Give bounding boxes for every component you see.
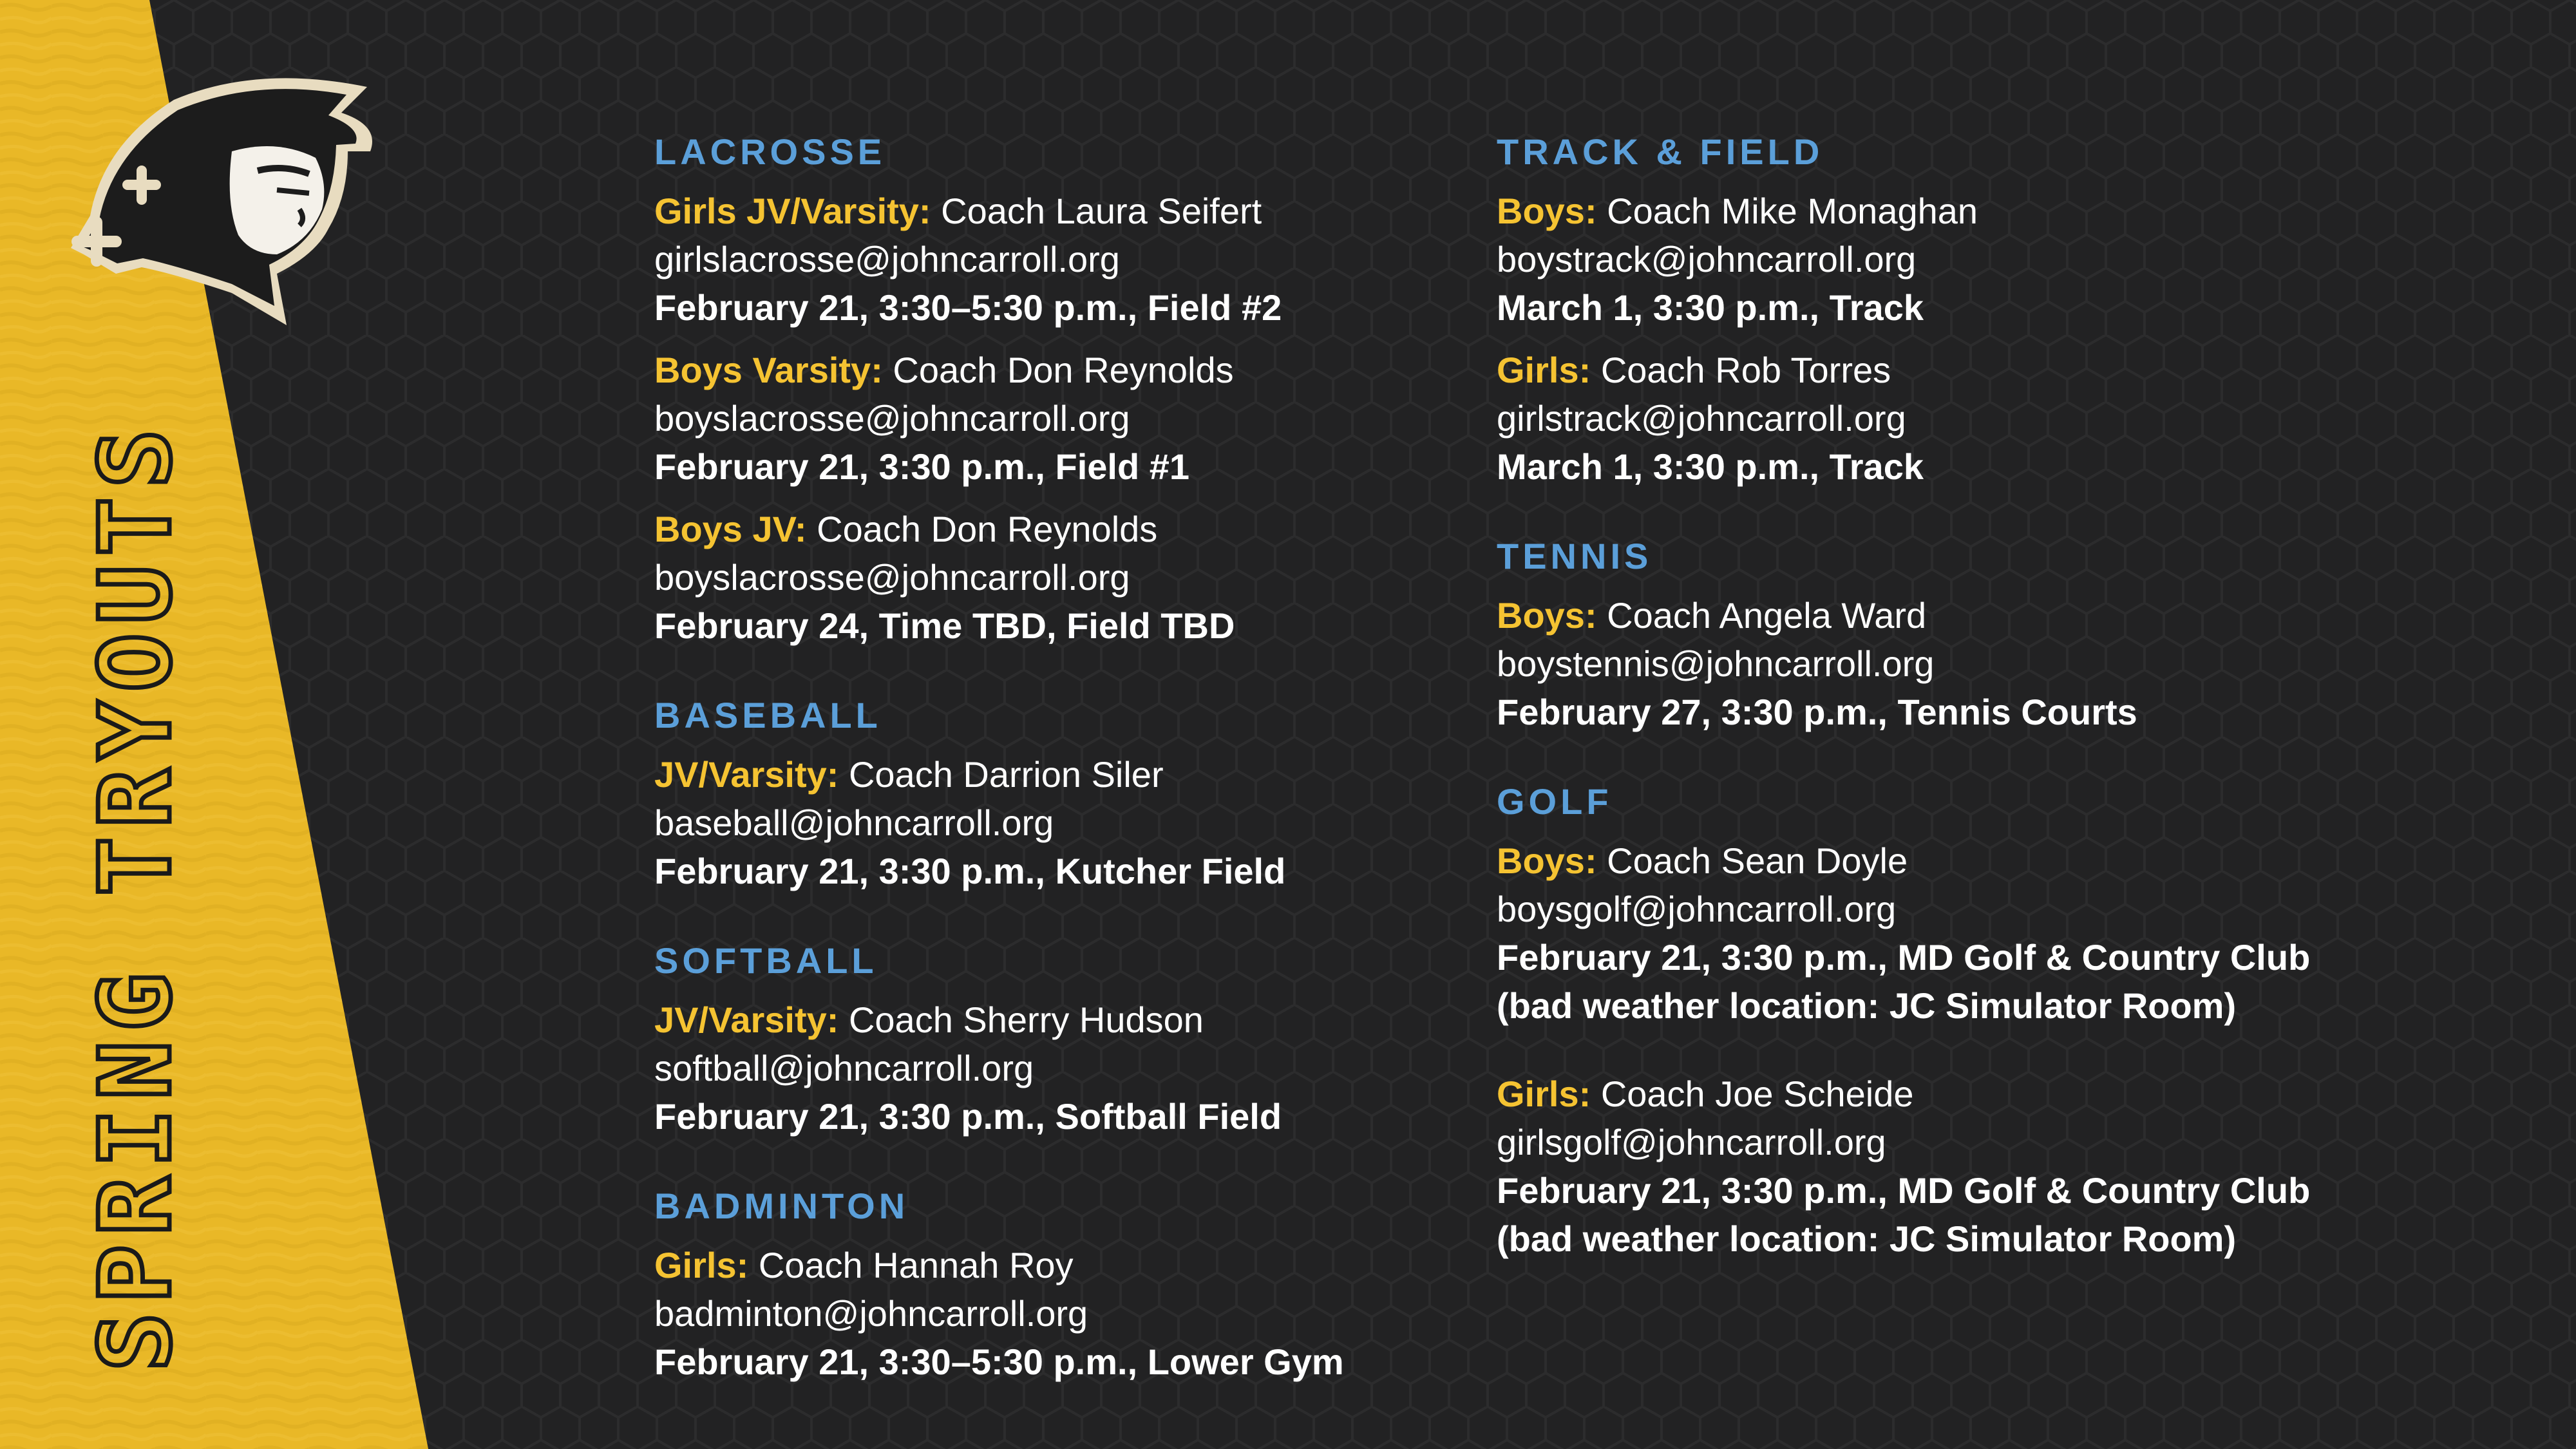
tryout-entry [1497,837,2501,1030]
coach-name: Coach Sherry Hudson [848,999,1204,1040]
team-label: Girls JV/Varsity: [654,191,931,231]
sport-title: SOFTBALL [654,940,878,981]
tryout-entry [1497,346,2501,491]
sport-track-field [1497,129,2501,491]
coach-email: boystrack@johncarroll.org [1497,239,1917,279]
team-label: JV/Varsity: [654,999,839,1040]
bad-weather-note: (bad weather location: JC Simulator Room) [1497,1218,2237,1259]
sport-tennis [1497,533,2501,736]
team-label: JV/Varsity: [654,754,839,795]
sport-title: GOLF [1497,781,1613,822]
tryout-entry [654,346,1466,491]
tryout-datetime: March 1, 3:30 p.m., Track [1497,287,1924,328]
coach-name: Coach Mike Monaghan [1607,191,1978,231]
coach-name: Coach Joe Scheide [1600,1074,1914,1114]
left-column [654,129,1466,1400]
sport-lacrosse [654,129,1466,650]
team-label: Boys JV: [654,509,807,549]
patriot-mascot-head-icon [45,61,406,338]
sport-golf [1497,779,2501,1263]
coach-name: Coach Don Reynolds [893,350,1234,390]
sport-title: LACROSSE [654,131,886,172]
coach-email: boysgolf@johncarroll.org [1497,889,1897,929]
coach-email: girlstrack@johncarroll.org [1497,398,1906,439]
tryout-entry [654,1241,1466,1386]
team-label: Girls: [1497,1074,1591,1114]
coach-name: Coach Sean Doyle [1607,840,1908,881]
tryout-datetime: February 21, 3:30 p.m., Kutcher Field [654,851,1286,891]
tryout-datetime: February 21, 3:30 p.m., MD Golf & Country Club [1497,937,2311,978]
tryout-datetime: February 24, Time TBD, Field TBD [654,605,1235,646]
right-column [1497,129,2501,1277]
tryout-entry [1497,187,2501,332]
coach-name: Coach Laura Seifert [941,191,1262,231]
sport-title: BADMINTON [654,1186,909,1226]
bad-weather-note: (bad weather location: JC Simulator Room) [1497,985,2237,1026]
tryout-datetime: March 1, 3:30 p.m., Track [1497,446,1924,487]
coach-name: Coach Rob Torres [1600,350,1891,390]
team-label: Boys Varsity: [654,350,883,390]
coach-name: Coach Darrion Siler [848,754,1164,795]
tryout-datetime: February 21, 3:30 p.m., Field #1 [654,446,1190,487]
team-label: Boys: [1497,191,1597,231]
tryout-entry [654,505,1466,650]
coach-name: Coach Hannah Roy [758,1245,1074,1285]
sport-softball [654,938,1466,1141]
team-label: Boys: [1497,840,1597,881]
coach-email: badminton@johncarroll.org [654,1293,1088,1334]
coach-email: softball@johncarroll.org [654,1048,1034,1088]
tryout-datetime: February 21, 3:30–5:30 p.m., Lower Gym [654,1341,1344,1382]
coach-name: Coach Don Reynolds [817,509,1158,549]
coach-name: Coach Angela Ward [1607,595,1927,636]
coach-email: boyslacrosse@johncarroll.org [654,557,1130,598]
coach-email: girlslacrosse@johncarroll.org [654,239,1120,279]
coach-email: boyslacrosse@johncarroll.org [654,398,1130,439]
tryout-entry [654,187,1466,332]
sport-baseball [654,692,1466,895]
tryout-datetime: February 21, 3:30 p.m., MD Golf & Country Club [1497,1170,2311,1211]
sport-title: BASEBALL [654,695,882,735]
tryout-entry [654,750,1466,895]
sport-title: TENNIS [1497,536,1653,576]
team-label: Girls: [1497,350,1591,390]
team-label: Boys: [1497,595,1597,636]
sport-badminton [654,1183,1466,1386]
tryout-entry [654,996,1466,1141]
coach-email: boystennis@johncarroll.org [1497,643,1935,684]
team-label: Girls: [654,1245,749,1285]
tryout-entry [1497,1070,2501,1263]
tryout-entry [1497,591,2501,736]
tryout-datetime: February 21, 3:30–5:30 p.m., Field #2 [654,287,1282,328]
spring-tryouts-title: SPRING TRYOUTS [78,420,193,1372]
tryout-datetime: February 27, 3:30 p.m., Tennis Courts [1497,692,2137,732]
tryout-datetime: February 21, 3:30 p.m., Softball Field [654,1096,1282,1137]
coach-email: baseball@johncarroll.org [654,802,1054,843]
sport-title: TRACK & FIELD [1497,131,1824,172]
coach-email: girlsgolf@johncarroll.org [1497,1122,1886,1162]
